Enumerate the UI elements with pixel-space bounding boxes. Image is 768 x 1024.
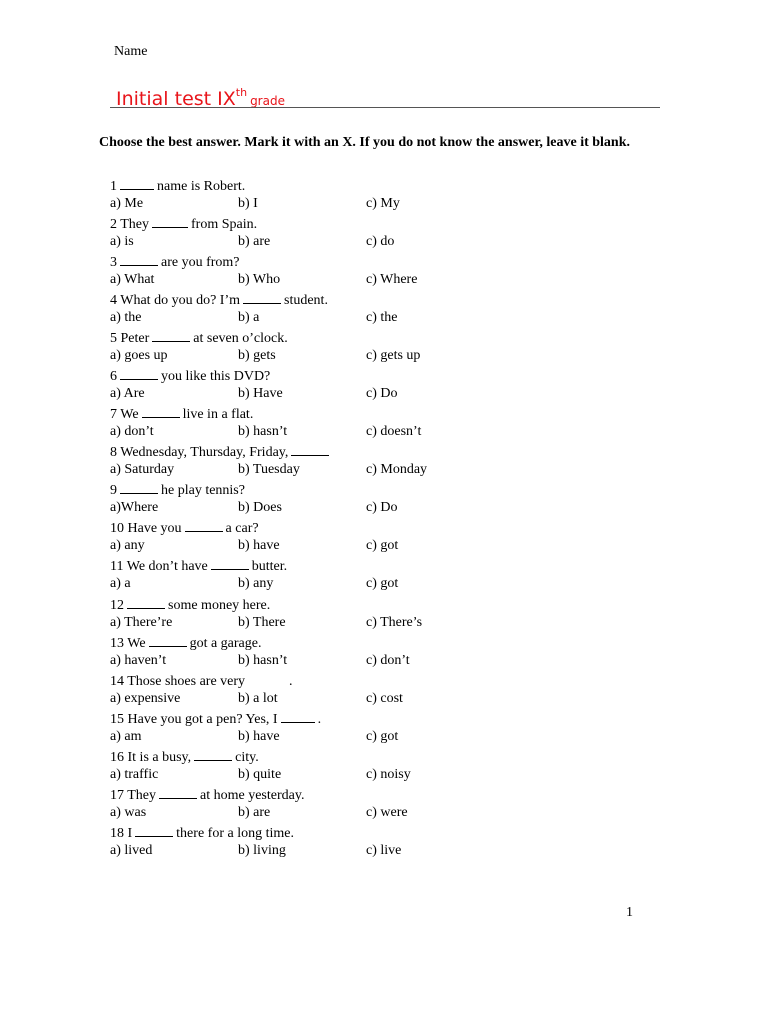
option-a[interactable]: a) Are xyxy=(110,386,145,402)
question-ending: from Spain. xyxy=(191,217,258,233)
option-b[interactable]: b) a xyxy=(238,310,260,326)
question-stem: 11 We don’t have xyxy=(110,559,208,575)
question-item xyxy=(0,520,768,558)
title-underline xyxy=(110,107,660,108)
question-text xyxy=(110,255,240,271)
question-ending: are you from? xyxy=(161,255,240,271)
question-item xyxy=(0,216,768,254)
option-c[interactable]: c) Do xyxy=(366,500,398,516)
option-b[interactable]: b) have xyxy=(238,728,280,744)
answer-blank xyxy=(281,712,315,723)
option-c[interactable]: c) cost xyxy=(366,690,403,706)
question-stem: 2 They xyxy=(110,217,150,233)
question-ending: student. xyxy=(284,293,328,309)
question-text xyxy=(110,217,257,233)
option-c[interactable]: c) don’t xyxy=(366,652,410,668)
question-ending: city. xyxy=(235,749,259,765)
option-b[interactable]: b) I xyxy=(238,196,258,211)
question-item xyxy=(0,635,768,673)
question-item xyxy=(0,749,768,787)
question-item xyxy=(0,673,768,711)
question-stem: 13 We xyxy=(110,635,146,651)
answer-blank xyxy=(194,750,232,761)
question-stem: 17 They xyxy=(110,787,157,803)
question-ending: . xyxy=(289,673,293,689)
option-a[interactable]: a) Me xyxy=(110,196,144,211)
question-text xyxy=(110,445,332,461)
question-text xyxy=(110,369,270,385)
option-b[interactable]: b) There xyxy=(238,614,286,630)
option-c[interactable]: c) got xyxy=(366,538,399,554)
question-text xyxy=(110,636,261,652)
option-c[interactable]: c) There’s xyxy=(366,614,423,630)
question-stem: 14 Those shoes are very xyxy=(110,673,246,689)
option-b[interactable]: b) Tuesday xyxy=(238,462,300,478)
option-a[interactable]: a) is xyxy=(110,234,134,250)
option-a[interactable]: a) any xyxy=(110,538,145,554)
question-item xyxy=(0,178,768,216)
question-stem: 5 Peter xyxy=(110,331,150,347)
question-ending: got a garage. xyxy=(189,635,262,651)
option-a[interactable]: a) What xyxy=(110,272,155,288)
question-ending: . xyxy=(317,711,322,727)
answer-blank xyxy=(291,445,329,456)
question-stem: 9 xyxy=(110,483,117,499)
question-ending: at home yesterday. xyxy=(200,787,305,803)
question-text xyxy=(110,179,245,195)
question-ending: live in a flat. xyxy=(182,407,254,423)
option-a[interactable]: a) don’t xyxy=(110,424,154,440)
answer-blank xyxy=(248,675,286,685)
answer-blank xyxy=(120,369,158,380)
option-b[interactable]: b) a lot xyxy=(238,690,278,706)
question-item xyxy=(0,368,768,406)
option-a[interactable]: a) goes up xyxy=(110,348,168,364)
question-text xyxy=(110,788,304,804)
question-ending: you like this DVD? xyxy=(161,369,271,385)
option-c[interactable]: c) got xyxy=(366,728,399,744)
question-item xyxy=(0,444,768,482)
answer-blank xyxy=(185,521,223,532)
option-a[interactable]: a)Where xyxy=(110,500,159,516)
option-b[interactable]: b) living xyxy=(238,842,286,858)
question-stem: 6 xyxy=(110,369,117,385)
question-item xyxy=(0,597,768,635)
option-a[interactable]: a) was xyxy=(110,804,147,820)
title-superscript: th xyxy=(235,86,248,99)
option-a[interactable]: a) the xyxy=(110,310,142,326)
question-text xyxy=(110,598,270,614)
question-ending: a car? xyxy=(225,521,259,537)
answer-blank xyxy=(211,559,249,570)
option-b[interactable]: b) Does xyxy=(238,500,282,516)
question-ending: he play tennis? xyxy=(161,483,245,499)
page-number: 1 xyxy=(626,905,633,920)
test-title xyxy=(116,81,285,113)
answer-blank xyxy=(149,636,187,647)
answer-blank xyxy=(142,407,180,418)
option-c[interactable]: c) were xyxy=(366,804,408,820)
option-b[interactable]: b) are xyxy=(238,804,271,820)
option-c[interactable]: c) Where xyxy=(366,272,418,288)
question-text xyxy=(110,750,259,766)
question-list xyxy=(0,178,768,863)
answer-blank xyxy=(120,255,158,266)
question-item xyxy=(0,292,768,330)
option-b[interactable]: b) any xyxy=(238,576,274,592)
answer-blank xyxy=(152,217,188,228)
question-item xyxy=(0,406,768,444)
answer-blank xyxy=(135,826,173,837)
option-a[interactable]: a) a xyxy=(110,576,131,592)
question-stem: 10 Have you xyxy=(110,521,182,537)
option-c[interactable]: c) live xyxy=(366,842,402,858)
question-stem: 12 xyxy=(110,597,124,613)
option-a[interactable]: a) Saturday xyxy=(110,462,175,478)
title-grade: grade xyxy=(250,94,285,108)
option-a[interactable]: a) haven’t xyxy=(110,652,167,668)
option-c[interactable]: c) Monday xyxy=(366,462,428,478)
question-text xyxy=(110,826,294,842)
option-c[interactable]: c) noisy xyxy=(366,766,411,782)
question-stem: 18 I xyxy=(110,825,133,841)
question-text xyxy=(110,521,259,537)
question-item xyxy=(0,558,768,596)
question-stem: 1 xyxy=(110,179,117,194)
question-ending: there for a long time. xyxy=(176,825,294,841)
question-text xyxy=(110,293,328,309)
option-b[interactable]: b) Have xyxy=(238,386,283,402)
question-item xyxy=(0,787,768,825)
question-ending: butter. xyxy=(251,559,288,575)
question-item xyxy=(0,254,768,292)
option-c[interactable]: c) gets up xyxy=(366,348,421,364)
option-b[interactable]: b) quite xyxy=(238,766,282,782)
title-main: Initial test IX xyxy=(116,88,236,110)
option-c[interactable]: c) doesn’t xyxy=(366,424,422,440)
answer-blank xyxy=(127,598,165,609)
option-c[interactable]: c) My xyxy=(366,196,400,211)
option-b[interactable]: b) hasn’t xyxy=(238,424,288,440)
answer-blank xyxy=(243,293,281,304)
option-a[interactable]: a) lived xyxy=(110,842,153,858)
answer-blank xyxy=(159,788,197,799)
question-stem: 3 xyxy=(110,255,117,271)
option-b[interactable]: b) have xyxy=(238,538,280,554)
question-ending: some money here. xyxy=(168,597,271,613)
question-ending: name is Robert. xyxy=(157,179,246,194)
option-c[interactable]: c) do xyxy=(366,234,395,250)
question-item xyxy=(0,330,768,368)
answer-blank xyxy=(120,179,154,190)
question-text xyxy=(110,559,287,575)
question-text xyxy=(110,674,293,690)
question-stem: 16 It is a busy, xyxy=(110,749,192,765)
question-stem: 8 Wednesday, Thursday, Friday, xyxy=(110,445,289,461)
question-text xyxy=(110,712,321,728)
question-text xyxy=(110,407,253,423)
question-item xyxy=(0,825,768,863)
question-stem: 7 We xyxy=(110,407,139,423)
option-b[interactable]: b) gets xyxy=(238,348,276,364)
option-c[interactable]: c) the xyxy=(366,310,398,326)
option-a[interactable]: a) traffic xyxy=(110,766,159,782)
option-c[interactable]: c) Do xyxy=(366,386,398,402)
question-item xyxy=(0,711,768,749)
option-a[interactable]: a) am xyxy=(110,728,142,744)
question-text xyxy=(110,483,245,499)
answer-blank xyxy=(152,331,190,342)
option-c[interactable]: c) got xyxy=(366,576,399,592)
option-b[interactable]: b) are xyxy=(238,234,271,250)
option-b[interactable]: b) Who xyxy=(238,272,281,288)
question-stem: 4 What do you do? I’m xyxy=(110,293,240,309)
instructions: Choose the best answer. Mark it with an X. If you do not know the answer, leave it blank. xyxy=(99,135,631,150)
question-text xyxy=(110,331,288,347)
option-b[interactable]: b) hasn’t xyxy=(238,652,288,668)
question-stem: 15 Have you got a pen? Yes, I xyxy=(110,711,278,727)
name-label: Name xyxy=(114,44,148,59)
question-ending: at seven o’clock. xyxy=(193,331,288,347)
question-item xyxy=(0,482,768,520)
option-a[interactable]: a) expensive xyxy=(110,690,181,706)
answer-blank xyxy=(120,483,158,494)
option-a[interactable]: a) There’re xyxy=(110,614,173,630)
